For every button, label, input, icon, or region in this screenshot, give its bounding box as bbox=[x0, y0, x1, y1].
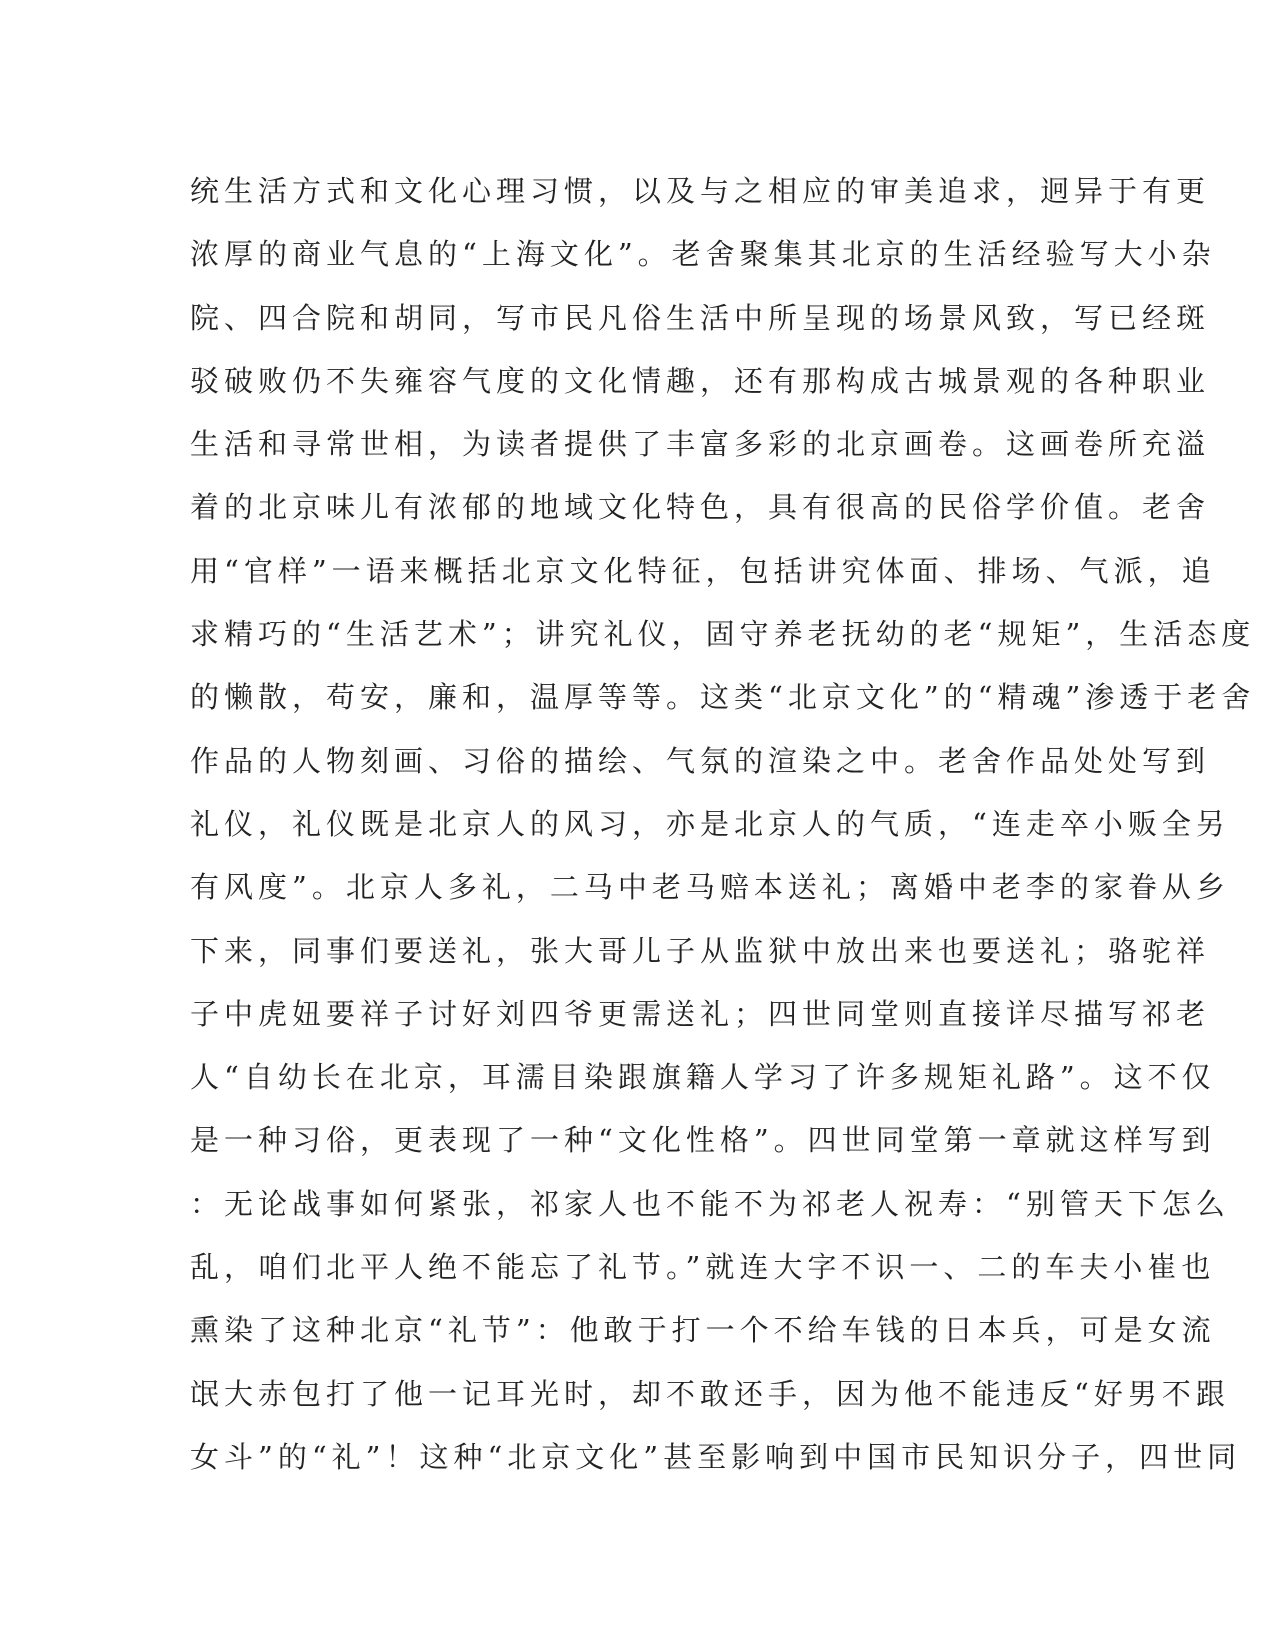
text-line: 作品的人物刻画、习俗的描绘、气氛的渲染之中。老舍作品处处写到 bbox=[190, 743, 1211, 778]
text-line: 用“官样”一语来概括北京文化特征，包括讲究体面、排场、气派，追 bbox=[190, 553, 1216, 588]
text-line: 院、四合院和胡同，写市民凡俗生活中所呈现的场景风致，写已经斑 bbox=[190, 300, 1211, 335]
body-text bbox=[190, 160, 1256, 1489]
text-line: 礼仪，礼仪既是北京人的风习，亦是北京人的气质，“连走卒小贩全另 bbox=[190, 806, 1230, 841]
text-line: ：无论战事如何紧张，祁家人也不能不为祁老人祝寿：“别管天下怎么 bbox=[190, 1186, 1230, 1221]
text-line: 驳破败仍不失雍容气度的文化情趣，还有那构成古城景观的各种职业 bbox=[190, 363, 1211, 398]
text-line: 浓厚的商业气息的“上海文化”。老舍聚集其北京的生活经验写大小杂 bbox=[190, 237, 1216, 272]
text-line: 统生活方式和文化心理习惯，以及与之相应的审美追求，迥异于有更 bbox=[190, 174, 1211, 208]
text-line: 乱，咱们北平人绝不能忘了礼节。”就连大字不识一、二的车夫小崔也 bbox=[190, 1250, 1216, 1285]
text-line: 女斗”的“礼”！这种“北京文化”甚至影响到中国市民知识分子，四世同 bbox=[190, 1439, 1242, 1474]
text-line: 人“自幼长在北京，耳濡目染跟旗籍人学习了许多规矩礼路”。这不仅 bbox=[190, 1060, 1216, 1095]
text-line: 是一种习俗，更表现了一种“文化性格”。四世同堂第一章就这样写到 bbox=[190, 1123, 1216, 1158]
text-line: 的懒散，苟安，廉和，温厚等等。这类“北京文化”的“精魂”渗透于老舍 bbox=[190, 680, 1256, 715]
text-line: 下来，同事们要送礼，张大哥儿子从监狱中放出来也要送礼；骆驼祥 bbox=[190, 933, 1211, 968]
text-line: 熏染了这种北京“礼节”：他敢于打一个不给车钱的日本兵，可是女流 bbox=[190, 1313, 1216, 1348]
text-line: 着的北京味儿有浓郁的地域文化特色，具有很高的民俗学价值。老舍 bbox=[190, 490, 1211, 525]
text-line: 有风度”。北京人多礼，二马中老马赔本送礼；离婚中老李的家眷从乡 bbox=[190, 870, 1230, 905]
text-line: 求精巧的“生活艺术”；讲究礼仪，固守养老抚幼的老“规矩”，生活态度 bbox=[190, 617, 1256, 652]
text-line: 生活和寻常世相，为读者提供了丰富多彩的北京画卷。这画卷所充溢 bbox=[190, 427, 1211, 462]
text-line: 子中虎妞要祥子讨好刘四爷更需送礼；四世同堂则直接详尽描写祁老 bbox=[190, 996, 1211, 1031]
text-line: 氓大赤包打了他一记耳光时，却不敢还手，因为他不能违反“好男不跟 bbox=[190, 1376, 1230, 1411]
